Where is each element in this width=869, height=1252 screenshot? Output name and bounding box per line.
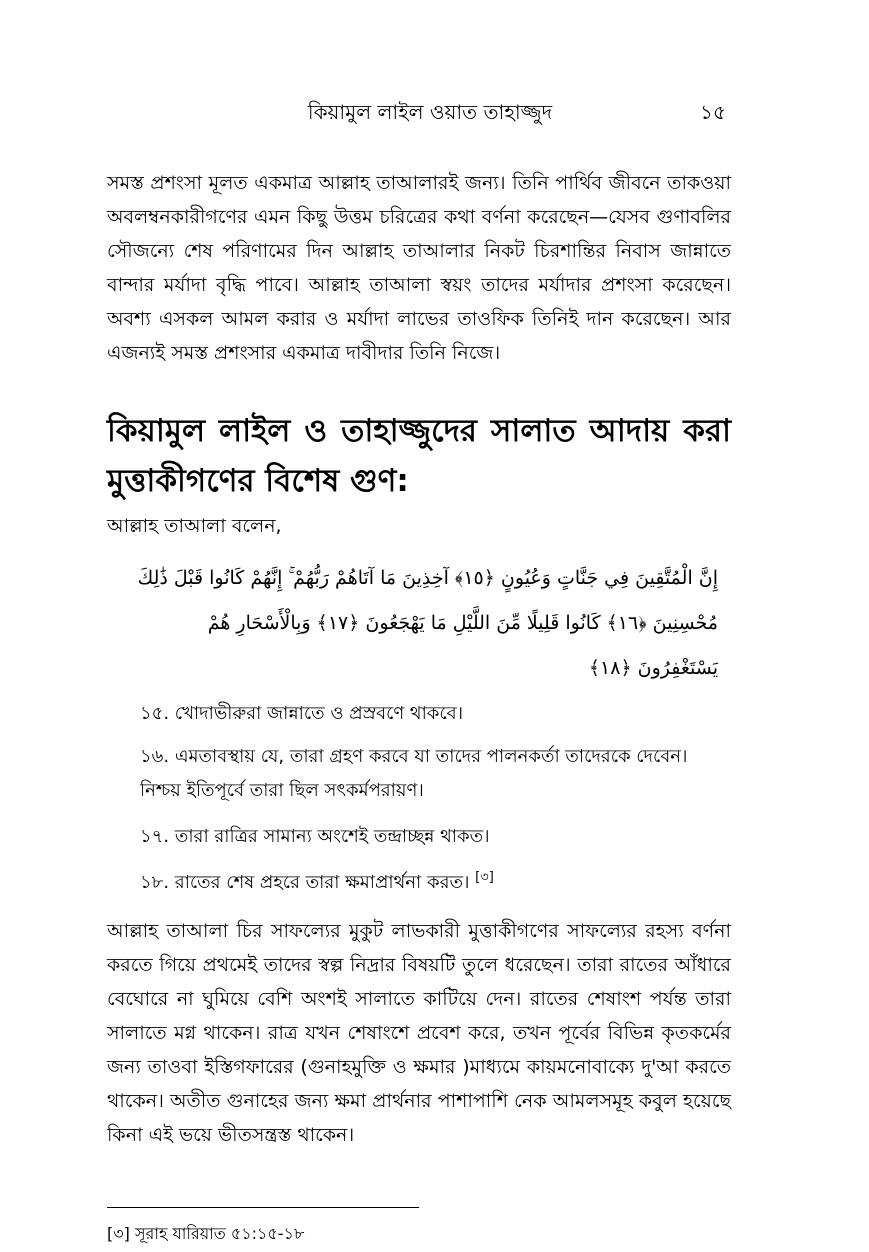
translation-verse-18-text: ১৮. রাতের শেষ প্রহরে তারা ক্ষমাপ্রার্থনা করত। [140, 872, 470, 893]
translation-verse-15: ১৫. খোদাভীরুরা জান্নাতে ও প্রস্রবণে থাকবে। [140, 703, 464, 724]
footnote-divider [107, 1207, 419, 1208]
quote-intro: আল্লাহ তাআলা বলেন, [107, 515, 282, 537]
translation-verse-18 [140, 866, 720, 900]
footnote-text: [৩] সূরাহ যারিয়াত ৫১:১৫-১৮ [107, 1224, 305, 1243]
page-number: ১৫ [700, 100, 726, 124]
footnote-marker[interactable]: [৩] [475, 870, 494, 885]
intro-paragraph: সমস্ত প্রশংসা মূলত একমাত্র আল্লাহ তাআলারই জন্য। তিনি পার্থিব জীবনে তাকওয়া অবলম্বনকারীগণের এমন কিছু উত্তম চরিত্রের কথা বর্ণনা করেছেন—যেসব গুণাবলির সৌজন্যে শেষ পরিণামের দিন আল্লাহ তাআলার নিকট চিরশান্তির নিবাস জান্নাতে বান্দার মর্যাদা বৃদ্ধি পাবে। আল্লাহ তাআলা স্বয়ং তাদের মর্যাদার প্রশংসা করেছেন। অবশ্য এসকল আমল করার ও মর্যাদা লাভের তাওফিক তিনিই দান করেছেন। আর এজন্যই সমস্ত প্রশংসার একমাত্র দাবীদার তিনি নিজে। [107, 172, 731, 364]
arabic-verse: إِنَّ الْمُتَّقِينَ فِي جَنَّاتٍ وَعُيُونٍ ﴿١٥﴾ آخِذِينَ مَا آتَاهُمْ رَبُّهُمْ ۚ إِنَّهُمْ كَانُوا قَبْلَ ذَٰلِكَ مُحْسِنِينَ ﴿١٦﴾ كَانُوا قَلِيلًا مِّنَ اللَّيْلِ مَا يَهْجَعُونَ ﴿١٧﴾ وَبِالْأَسْحَارِ هُمْ يَسْتَغْفِرُونَ ﴿١٨﴾ [137, 567, 718, 679]
section-heading: কিয়ামুল লাইল ও তাহাজ্জুদের সালাত আদায় করা মুত্তাকীগণের বিশেষ গুণ: [107, 413, 731, 499]
translation-verse-16: ১৬. এমতাবস্থায় যে, তারা গ্রহণ করবে যা তাদের পালনকর্তা তাদেরকে দেবেন। নিশ্চয় ইতিপূর্বে তারা ছিল সৎকর্মপরায়ণ। [140, 746, 688, 801]
header-title: কিয়ামুল লাইল ওয়াত তাহাজ্জুদ [307, 100, 553, 124]
translation-verse-17: ১৭. তারা রাত্রির সামান্য অংশেই তন্দ্রাচ্ছন্ন থাকত। [140, 826, 490, 847]
commentary-paragraph: আল্লাহ তাআলা চির সাফল্যের মুকুট লাভকারী মুত্তাকীগণের সাফল্যের রহস্য বর্ণনা করতে গিয়ে প্রথমেই তাদের স্বল্প নিদ্রার বিষয়টি তুলে ধরেছেন। তারা রাতের আঁধারে বেঘোরে না ঘুমিয়ে বেশি অংশই সালাতে কাটিয়ে দেন। রাতের শেষাংশ পর্যন্ত তারা সালাতে মগ্ন থাকেন। রাত্র যখন শেষাংশে প্রবেশ করে, তখন পূর্বের বিভিন্ন কৃতকর্মের জন্য তাওবা ইস্তিগফারের (গুনাহমুক্তি ও ক্ষমার )মাধ্যমে কায়মনোবাক্যে দু'আ করতে থাকেন। অতীত গুনাহের জন্য ক্ষমা প্রার্থনার পাশাপাশি নেক আমলসমূহ কবুল হয়েছে কিনা এই ভয়ে ভীতসন্ত্রস্ত থাকেন। [107, 920, 731, 1146]
